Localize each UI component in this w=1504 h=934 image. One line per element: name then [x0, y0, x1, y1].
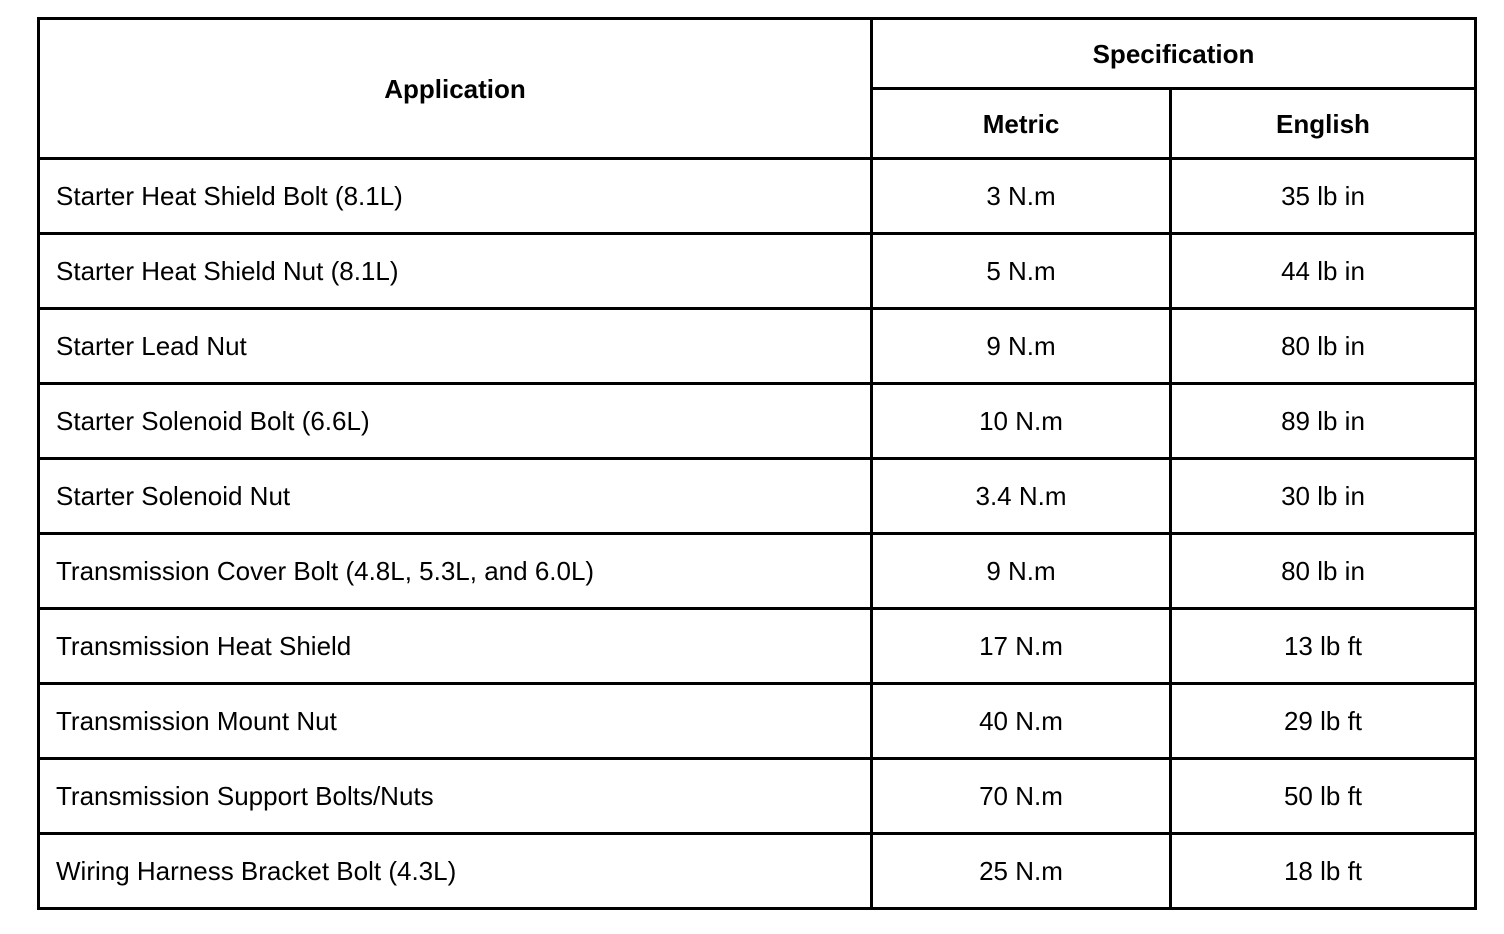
cell-english: 13 lb ft — [1171, 609, 1476, 684]
cell-application: Transmission Heat Shield — [39, 609, 872, 684]
header-english: English — [1171, 89, 1476, 159]
cell-metric: 25 N.m — [872, 834, 1171, 909]
cell-application: Starter Solenoid Nut — [39, 459, 872, 534]
cell-metric: 70 N.m — [872, 759, 1171, 834]
cell-application: Transmission Mount Nut — [39, 684, 872, 759]
table-row — [39, 459, 1476, 534]
table-row — [39, 759, 1476, 834]
cell-english: 80 lb in — [1171, 534, 1476, 609]
cell-english: 44 lb in — [1171, 234, 1476, 309]
header-metric: Metric — [872, 89, 1171, 159]
table-row — [39, 309, 1476, 384]
table-row — [39, 159, 1476, 234]
cell-english: 89 lb in — [1171, 384, 1476, 459]
cell-application: Starter Heat Shield Bolt (8.1L) — [39, 159, 872, 234]
cell-metric: 3.4 N.m — [872, 459, 1171, 534]
table-row — [39, 834, 1476, 909]
cell-metric: 9 N.m — [872, 534, 1171, 609]
cell-english: 80 lb in — [1171, 309, 1476, 384]
cell-english: 30 lb in — [1171, 459, 1476, 534]
cell-metric: 5 N.m — [872, 234, 1171, 309]
cell-application: Starter Solenoid Bolt (6.6L) — [39, 384, 872, 459]
fastener-spec-table — [37, 17, 1477, 910]
cell-application: Starter Lead Nut — [39, 309, 872, 384]
header-specification: Specification — [872, 19, 1476, 89]
table-row — [39, 234, 1476, 309]
cell-application: Transmission Support Bolts/Nuts — [39, 759, 872, 834]
cell-application: Wiring Harness Bracket Bolt (4.3L) — [39, 834, 872, 909]
cell-application: Starter Heat Shield Nut (8.1L) — [39, 234, 872, 309]
cell-metric: 9 N.m — [872, 309, 1171, 384]
cell-application: Transmission Cover Bolt (4.8L, 5.3L, and 6.0L) — [39, 534, 872, 609]
cell-english: 29 lb ft — [1171, 684, 1476, 759]
cell-metric: 40 N.m — [872, 684, 1171, 759]
table-row — [39, 384, 1476, 459]
table-row — [39, 609, 1476, 684]
cell-english: 35 lb in — [1171, 159, 1476, 234]
cell-metric: 17 N.m — [872, 609, 1171, 684]
table-row — [39, 684, 1476, 759]
header-application: Application — [39, 19, 872, 159]
cell-english: 18 lb ft — [1171, 834, 1476, 909]
cell-english: 50 lb ft — [1171, 759, 1476, 834]
table-row — [39, 534, 1476, 609]
cell-metric: 10 N.m — [872, 384, 1171, 459]
cell-metric: 3 N.m — [872, 159, 1171, 234]
